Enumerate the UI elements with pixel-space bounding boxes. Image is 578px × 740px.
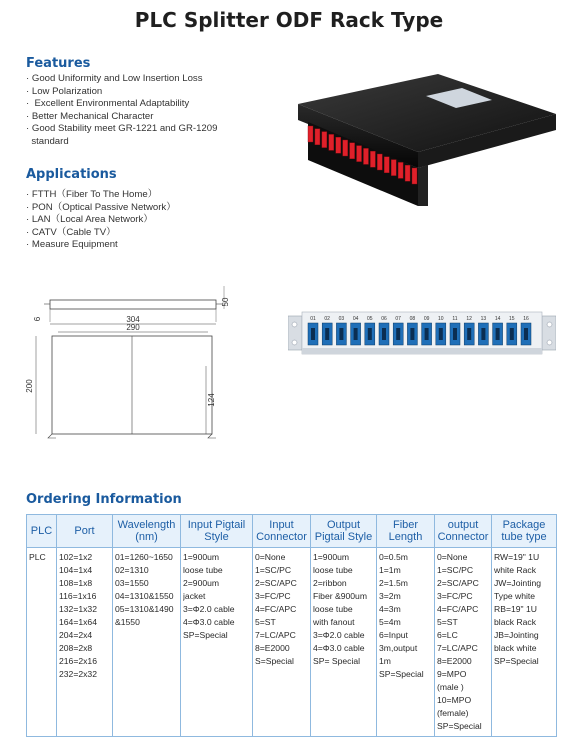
- cell-output-connector: [435, 548, 492, 737]
- cell-line: SP=Special: [494, 656, 539, 666]
- adapter-port-hole: [396, 328, 400, 340]
- cell-line: 05=1310&1490: [115, 604, 174, 614]
- red-connector: [308, 126, 313, 142]
- cell-line: PLC: [29, 552, 46, 562]
- red-connector: [343, 140, 348, 156]
- adapter-port-hole: [510, 328, 514, 340]
- applications-heading: Applications: [26, 167, 117, 182]
- cell-line: loose tube: [313, 604, 353, 614]
- red-connector: [377, 154, 382, 170]
- cell-line: 1m: [379, 656, 391, 666]
- adapter-port-hole: [425, 328, 429, 340]
- red-connector: [315, 129, 320, 145]
- list-item: · Low Polarization: [26, 85, 103, 97]
- port-label: 08: [409, 316, 416, 322]
- column-header: Input Connector: [253, 515, 311, 548]
- cell-line: 104=1x4: [59, 565, 93, 575]
- cell-line: 4=FC/APC: [255, 604, 297, 614]
- features-list: [26, 73, 217, 149]
- cell-fiber-length: [377, 548, 435, 737]
- cell-line: jacket: [183, 591, 206, 601]
- dim-height-total: 200: [25, 379, 34, 393]
- cell-line: 1=1m: [379, 565, 401, 575]
- red-connector: [363, 148, 368, 164]
- dim-height-side: 124: [207, 393, 216, 407]
- cell-line: RB=19" 1U: [494, 604, 537, 614]
- cell-line: 3=FC/PC: [255, 591, 291, 601]
- cell-line: 02=1310: [115, 565, 149, 575]
- adapter-port-hole: [496, 328, 500, 340]
- applications-list: [26, 189, 176, 252]
- red-connector: [370, 151, 375, 167]
- dimension-drawing: [22, 282, 242, 447]
- port-label: 03: [338, 316, 345, 322]
- adapter-port-hole: [481, 328, 485, 340]
- adapter-port-hole: [368, 328, 372, 340]
- features-heading: Features: [26, 56, 91, 71]
- cell-line: 2=ribbon: [313, 578, 347, 588]
- cell-line: 232=2x32: [59, 669, 97, 679]
- dim-width-outer: 304: [126, 315, 140, 324]
- front-panel-photo: [288, 298, 556, 373]
- column-header: Port: [57, 515, 113, 548]
- cell-line: 2=1.5m: [379, 578, 408, 588]
- cell-line: 9=MPO: [437, 669, 467, 679]
- adapter-port-hole: [524, 328, 528, 340]
- cell-line: 5=4m: [379, 617, 401, 627]
- cell-line: black white: [494, 643, 537, 653]
- cell-line: 1=SC/PC: [255, 565, 292, 575]
- red-connector: [322, 132, 327, 148]
- cell-line: 204=2x4: [59, 630, 93, 640]
- list-item: · Better Mechanical Character: [26, 110, 154, 122]
- column-header: Output Pigtail Style: [311, 515, 377, 548]
- red-connector: [412, 168, 417, 184]
- cell-line: 208=2x8: [59, 643, 93, 653]
- column-header: Input Pigtail Style: [181, 515, 253, 548]
- port-label: 16: [523, 316, 529, 322]
- cell-line: 8=E2000: [437, 656, 472, 666]
- cell-output-pigtail: [311, 548, 377, 737]
- adapter-port-hole: [339, 328, 343, 340]
- red-connector: [384, 157, 389, 173]
- cell-line: 10=MPO: [437, 695, 472, 705]
- cell-line: 04=1310&1550: [115, 591, 174, 601]
- column-header: Wavelength (nm): [113, 515, 181, 548]
- list-item: · Good Stability meet GR-1221 and GR-1209: [26, 123, 218, 135]
- cell-line: 3m,output: [379, 643, 418, 653]
- port-label: 07: [395, 316, 401, 322]
- adapter-port-hole: [354, 328, 358, 340]
- table-row: [27, 548, 557, 737]
- cell-line: (male ): [437, 682, 464, 692]
- cell-line: white Rack: [494, 565, 537, 575]
- cell-line: 3=FC/PC: [437, 591, 473, 601]
- list-item: · Measure Equipment: [26, 239, 118, 251]
- cell-line: with fanout: [313, 617, 355, 627]
- cell-line: loose tube: [313, 565, 353, 575]
- adapter-port-hole: [453, 328, 457, 340]
- cell-line: 0=None: [437, 552, 468, 562]
- cell-line: 108=1x8: [59, 578, 93, 588]
- cell-line: 5=ST: [437, 617, 458, 627]
- red-connector: [391, 160, 396, 176]
- dim-flange: 6: [33, 316, 42, 322]
- cell-line: S=Special: [255, 656, 294, 666]
- port-label: 15: [509, 316, 515, 322]
- cell-line: 7=LC/APC: [255, 630, 296, 640]
- port-label: 02: [324, 316, 330, 322]
- cell-line: Fiber &900um: [313, 591, 367, 601]
- cell-input-connector: [253, 548, 311, 737]
- dim-width-inner: 290: [126, 323, 140, 332]
- cell-port: [57, 548, 113, 737]
- cell-line: 132=1x32: [59, 604, 97, 614]
- cell-line: 3=Φ2.0 cable: [313, 630, 365, 640]
- cell-line: 216=2x16: [59, 656, 97, 666]
- cell-line: JB=Jointing: [494, 630, 539, 640]
- port-label: 10: [438, 316, 444, 322]
- cell-line: black Rack: [494, 617, 537, 627]
- page-title: PLC Splitter ODF Rack Type: [134, 8, 444, 32]
- red-connector: [350, 143, 355, 159]
- cell-line: SP=Special: [183, 630, 228, 640]
- column-header: Fiber Length: [377, 515, 435, 548]
- cell-line: 116=1x16: [59, 591, 97, 601]
- cell-line: RW=19" 1U: [494, 552, 540, 562]
- cell-line: 3=Φ2.0 cable: [183, 604, 235, 614]
- adapter-port-hole: [410, 328, 414, 340]
- port-label: 01: [310, 316, 316, 322]
- cell-line: 1=SC/PC: [437, 565, 474, 575]
- column-header: PLC: [27, 515, 57, 548]
- list-item: · LAN（Local Area Network）: [26, 214, 153, 226]
- cell-line: Type white: [494, 591, 536, 601]
- column-header: Package tube type: [492, 515, 557, 548]
- port-label: 05: [367, 316, 373, 322]
- red-connector: [405, 165, 410, 181]
- list-item: · PON（Optical Passive Network）: [26, 201, 176, 213]
- column-header: output Connector: [435, 515, 492, 548]
- port-label: 06: [381, 316, 387, 322]
- cell-line: 2=SC/APC: [255, 578, 297, 588]
- red-connector: [329, 134, 334, 150]
- port-label: 13: [480, 316, 487, 322]
- cell-line: 1=900um: [183, 552, 220, 562]
- cell-line: 0=None: [255, 552, 286, 562]
- red-connector: [357, 146, 362, 162]
- cell-line: 4=3m: [379, 604, 401, 614]
- list-item: · FTTH（Fiber To The Home）: [26, 189, 158, 200]
- adapter-port-hole: [325, 328, 329, 340]
- port-label: 11: [452, 316, 458, 322]
- adapter-port-hole: [311, 328, 315, 340]
- red-connector: [398, 162, 403, 178]
- adapter-port-hole: [382, 328, 386, 340]
- cell-line: JW=Jointing: [494, 578, 542, 588]
- list-item: standard: [26, 135, 69, 147]
- list-item: · Excellent Environmental Adaptability: [26, 98, 190, 110]
- cell-line: 7=LC/APC: [437, 643, 478, 653]
- port-label: 12: [466, 316, 472, 322]
- cell-line: loose tube: [183, 565, 223, 575]
- port-label: 09: [423, 316, 430, 322]
- cell-line: &1550: [115, 617, 140, 627]
- ordering-heading: Ordering Information: [26, 492, 182, 507]
- cell-line: 2=SC/APC: [437, 578, 479, 588]
- cell-line: (female): [437, 708, 469, 718]
- cell-line: 164=1x64: [59, 617, 97, 627]
- cell-line: SP=Special: [379, 669, 424, 679]
- ordering-table: [26, 514, 557, 737]
- cell-plc: [27, 548, 57, 737]
- cell-line: SP=Special: [437, 721, 482, 731]
- cell-line: 8=E2000: [255, 643, 290, 653]
- cell-wavelength: [113, 548, 181, 737]
- adapter-port-hole: [439, 328, 443, 340]
- cell-line: 03=1550: [115, 578, 149, 588]
- port-label: 04: [352, 316, 359, 322]
- list-item: · CATV（Cable TV）: [26, 226, 116, 238]
- cell-line: 1=900um: [313, 552, 350, 562]
- cell-line: 5=ST: [255, 617, 276, 627]
- cell-line: 4=FC/APC: [437, 604, 479, 614]
- cell-line: 3=2m: [379, 591, 401, 601]
- list-item: · Good Uniformity and Low Insertion Loss: [26, 73, 203, 84]
- cell-line: 4=Φ3.0 cable: [183, 617, 235, 627]
- port-label: 14: [494, 316, 501, 322]
- table-header-row: [27, 515, 557, 548]
- product-photo-isometric: [278, 66, 568, 221]
- cell-line: 01=1260~1650: [115, 552, 173, 562]
- cell-line: 6=Input: [379, 630, 408, 640]
- cell-line: 6=LC: [437, 630, 458, 640]
- cell-line: SP= Special: [313, 656, 361, 666]
- cell-line: 0=0.5m: [379, 552, 408, 562]
- cell-line: 2=900um: [183, 578, 220, 588]
- cell-line: 4=Φ3.0 cable: [313, 643, 365, 653]
- cell-package: [492, 548, 557, 737]
- cell-input-pigtail: [181, 548, 253, 737]
- adapter-port-hole: [467, 328, 471, 340]
- dim-depth: 50: [221, 297, 230, 307]
- red-connector: [336, 137, 341, 153]
- cell-line: 102=1x2: [59, 552, 93, 562]
